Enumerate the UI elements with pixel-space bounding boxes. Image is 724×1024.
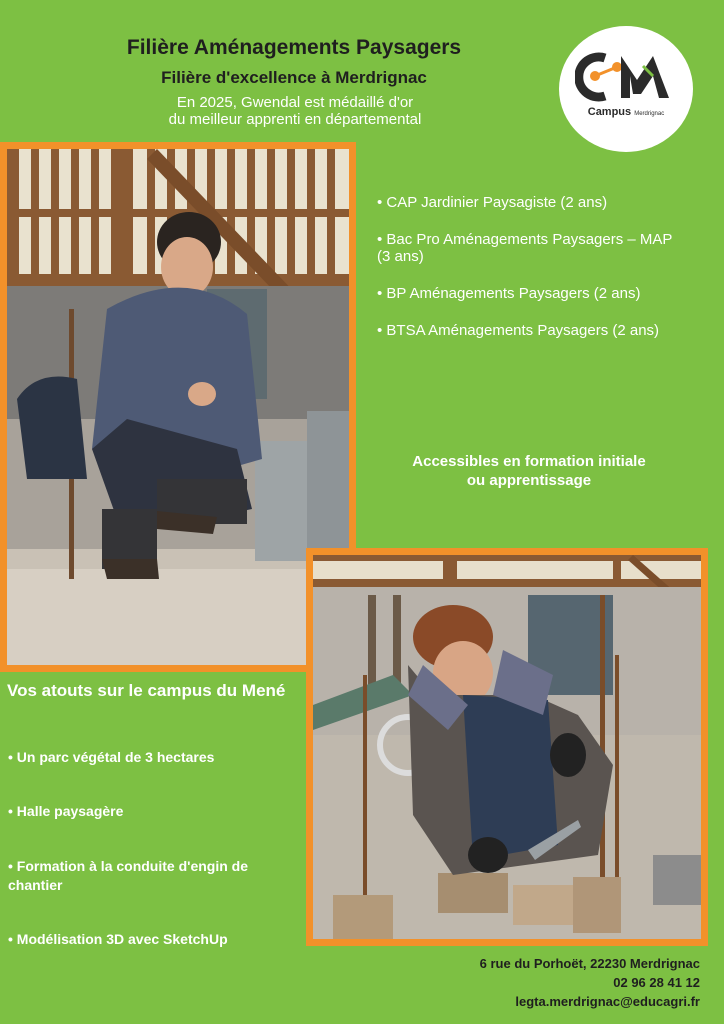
atout-item: • Halle paysagère xyxy=(8,803,124,819)
formation-item: • Bac Pro Aménagements Paysagers – MAP (3 ans) xyxy=(377,231,673,265)
contact-block xyxy=(480,954,700,1011)
logo-place-word: Merdrignac xyxy=(634,111,665,117)
contact-email[interactable]: legta.merdrignac@educagri.fr xyxy=(515,994,700,1009)
access-line-1: Accessibles en formation initiale xyxy=(412,453,646,470)
photo-apprentice-kneeling-frame xyxy=(0,142,356,672)
page-title: Filière Aménagements Paysagers xyxy=(126,36,462,59)
atout-item: • Un parc végétal de 3 hectares xyxy=(8,749,215,765)
contact-address: 6 rue du Porhoët, 22230 Merdrignac xyxy=(479,956,700,971)
page-subtitle: Filière d'excellence à Merdrignac xyxy=(161,68,427,87)
logo-campus-word: Campus xyxy=(587,106,632,118)
photo-apprentice-masonry xyxy=(313,555,701,939)
contact-phone[interactable]: 02 96 28 41 12 xyxy=(613,975,700,990)
atouts-heading: Vos atouts sur le campus du Mené xyxy=(7,681,286,700)
access-line-2: ou apprentissage xyxy=(466,472,592,489)
formation-item: • CAP Jardinier Paysagiste (2 ans) xyxy=(377,194,608,211)
campus-logo-mark-icon xyxy=(575,46,677,104)
atout-item: • Formation à la conduite d'engin de chantier xyxy=(8,858,249,893)
medal-line-2: du meilleur apprenti en départemental xyxy=(168,111,422,128)
photo-apprentice-kneeling xyxy=(7,149,349,665)
medal-announcement xyxy=(100,94,490,128)
access-modes xyxy=(376,452,682,490)
campus-logo-text xyxy=(559,106,693,118)
atout-item: • Modélisation 3D avec SketchUp xyxy=(8,931,228,947)
medal-line-1: En 2025, Gwendal est médaillé d'or xyxy=(176,94,414,111)
campus-logo xyxy=(559,26,693,152)
formation-item: • BTSA Aménagements Paysagers (2 ans) xyxy=(377,322,660,339)
photo-apprentice-masonry-frame xyxy=(306,548,708,946)
formation-item: • BP Aménagements Paysagers (2 ans) xyxy=(377,285,641,302)
formations-list xyxy=(377,194,677,359)
